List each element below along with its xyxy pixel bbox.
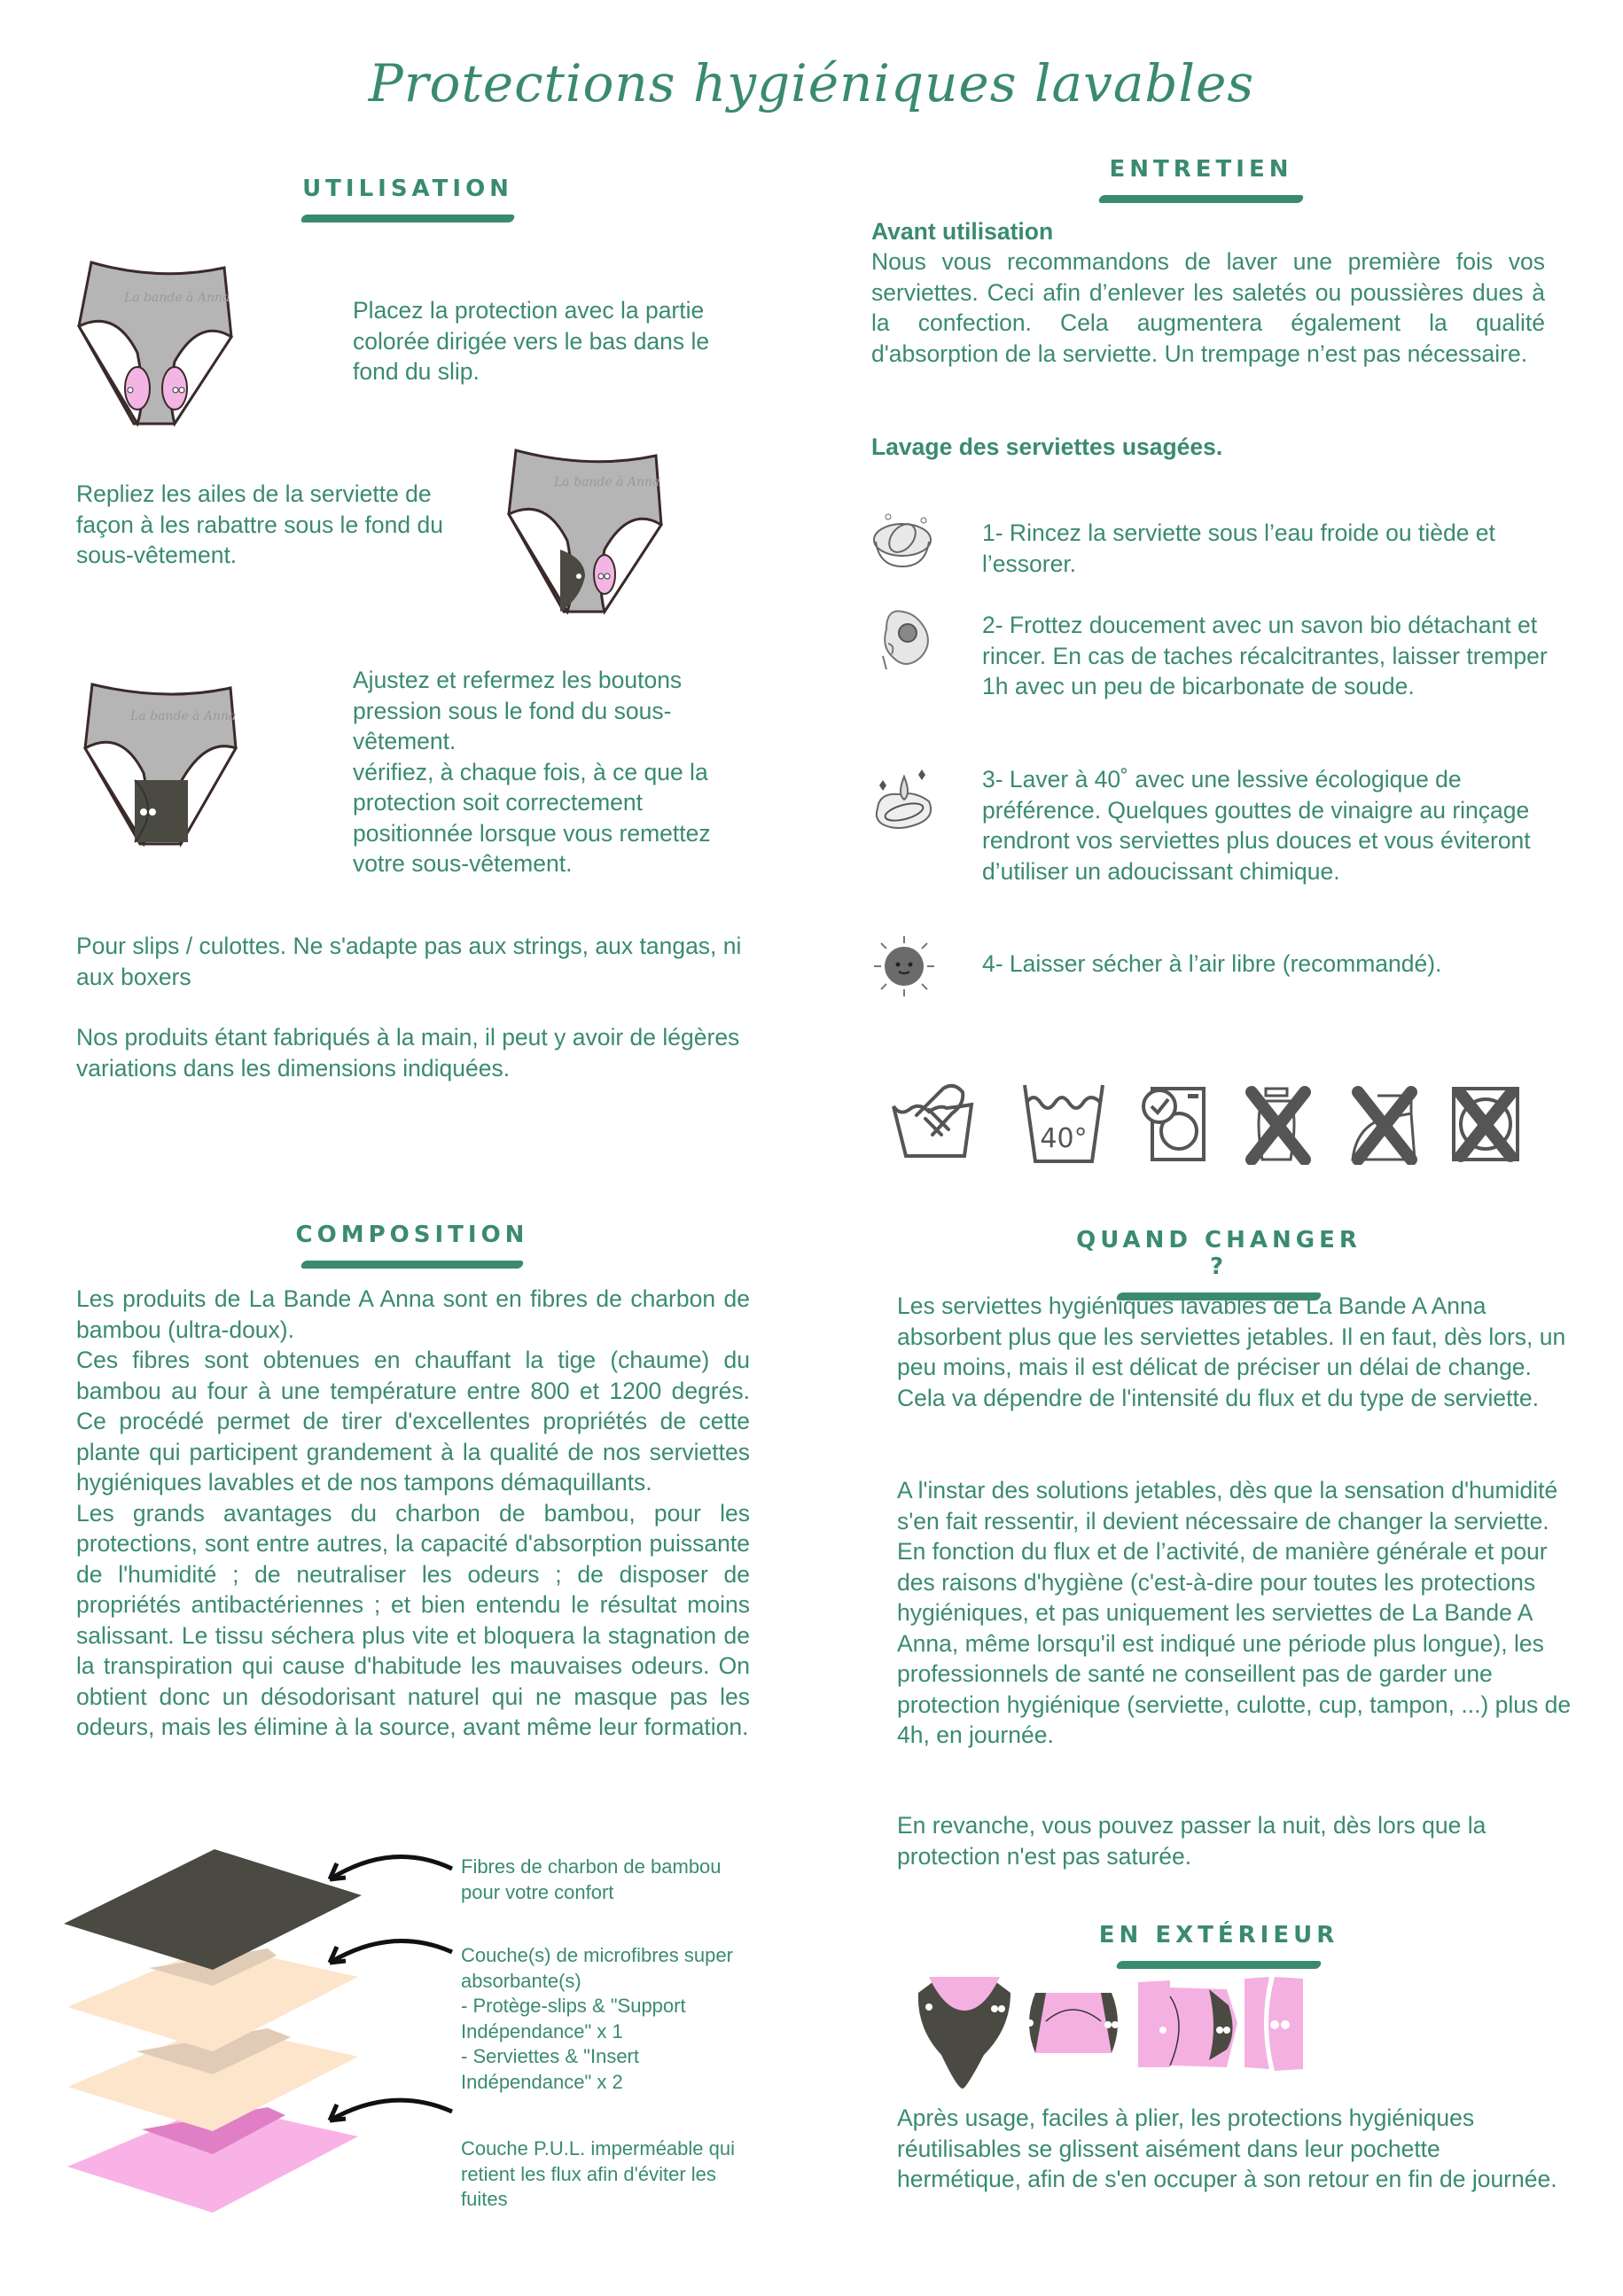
watermark: La bande à Anna [130,709,237,723]
wash-step-1-text: 1- Rincez la serviette sous l’eau froide ou tiède et l’essorer. [982,519,1495,577]
layer-label-pul: Couche P.U.L. imperméable qui retient les flux afin d'éviter les fuites [461,2137,735,2210]
heading-underline [300,215,514,223]
page-title: Protections hygiéniques lavables [368,53,1255,113]
watermark: La bande à Anna [124,291,230,305]
layer-label-bamboo: Fibres de charbon de bambou pour votre confort [461,1855,722,1903]
wash-step-2-text: 2- Frottez doucement avec un savon bio détachant et rincer. En cas de taches récalcitrantes, laisser tremper 1h avec un peu de bicarbonate de soude. [982,612,1548,699]
brief-illustration-step-3 [82,676,241,853]
composition-text: Les produits de La Bande A Anna sont en fibres de charbon de bambou (ultra-doux). Ces fibres sont obtenues en chauffant la tige (chaume) du bambou au four à une température entre 800 et 1200 degrés. Ce procédé permet de tirer d'excellentes propriétés de cette plante qui participent grandement à la qualité de nos serviettes hygiéniques lavables et de nos tampons démaquillants. Les grands avantages du charbon de bambou, pour les protections, sont entre autres, la capacité d'absorption puissante de l'humidité ; de neutraliser les odeurs ; de disposer de propriétés antibactériennes ; et bien entendu le résultat moins salissant. Le tissu séchera plus vite et bloquera la stagnation de la transpiration qui cause d'habitude les mauvaises odeurs. On obtient donc un désodorisant naturel qui ne masque pas les odeurs, mais les élimine à la source, avant même leur formation. [76,1285,750,1740]
pad-fold-step-2 [1019,1989,1126,2057]
heading-underline [300,1261,523,1269]
heading-label: QUAND CHANGER ? [1076,1227,1362,1280]
sparkling-pad-icon [870,764,938,835]
utilisation-note-handmade: Nos produits étant fabriqués à la main, il peut y avoir de légères variations dans les dimensions indiquées. [76,1024,740,1082]
brief-illustration-step-1 [75,255,235,433]
machine-wash-ok-icon [1140,1083,1211,1165]
section-heading-utilisation [293,176,523,223]
wash-40-icon [1019,1080,1108,1168]
arrow-bamboo [330,1857,452,1879]
quand-changer-para-3: En revanche, vous pouvez passer la nuit, dès lors que la protection n'est pas saturée. [897,1812,1486,1870]
heading-label: ENTRETIEN [1109,156,1293,183]
layers-diagram [55,1846,463,2218]
heading-label: EN EXTÉRIEUR [1098,1922,1339,1948]
arrow-pul [330,2100,452,2120]
heading-underline [1098,195,1303,203]
temperature-label: 40° [1040,1123,1088,1154]
arrow-microfibre [330,1941,452,1964]
pad-fold-step-3 [1135,1979,1241,2071]
layer-bamboo-charcoal [64,1849,362,1970]
entretien-avant-title: Avant utilisation [871,218,1054,245]
pad-fold-step-4 [1241,1975,1312,2073]
utilisation-step-1-text: Placez la protection avec la partie colorée dirigée vers le bas dans le fond du slip. [353,297,710,385]
section-heading-quand-changer [1064,1227,1374,1300]
quand-changer-para-2: A l'instar des solutions jetables, dès que la sensation d'humidité s'en fait ressentir, il devient nécessaire de changer la serviette. En fonction du flux et de l’activité, de manière générale et pour des raisons d'hygiène (c'est-à-dire pour toutes les protections hygiéniques, et pas uniquement les serviettes de La Bande A Anna, même lorsqu'il est indiqué une période plus longue), les professionnels de santé ne conseillent pas de garder une protection hygiénique (serviette, culotte, cup, tampon, ...) plus de 4h, en journée. [897,1477,1572,1748]
en-exterieur-text: Après usage, faciles à plier, les protections hygiéniques réutilisables se glissent aisément dans leur pochette hermétique, afin de s'en occuper à son retour en fin de journée. [897,2105,1557,2192]
section-heading-entretien [1090,156,1312,203]
quand-changer-para-1: Les serviettes hygiéniques lavables de La Bande A Anna absorbent plus que les serviettes jetables. Il en faut, dès lors, un peu moins, mais il est délicat de préciser un délai de change. Cela va dépendre de l'intensité du flux et du type de serviette. [897,1292,1566,1411]
no-softener-icon [1243,1083,1315,1165]
heading-label: UTILISATION [302,176,513,202]
entretien-avant-text: Nous vous recommandons de laver une première fois vos serviettes. Ceci afin d’enlever les saletés ou poussières dues à la confection. Cela augmentera également la qualité d'absorption de la serviette. Un trempage n’est pas nécessaire. [871,248,1545,367]
wash-step-4-text: 4- Laisser sécher à l’air libre (recommandé). [982,950,1442,977]
utilisation-note-fit: Pour slips / culottes. Ne s'adapte pas aux strings, aux tangas, ni aux boxers [76,933,742,990]
pad-fold-step-1 [913,1975,1015,2090]
utilisation-step-3-text: Ajustez et refermez les boutons pression sous le fond du sous-vêtement. vérifiez, à chaque fois, à ce que la protection soit correctement positionnée lorsque vous remettez votre sous-vêtement. [353,667,711,877]
smiling-sun-icon [870,931,938,1002]
heading-underline [1116,1961,1321,1969]
rinse-bowl-icon [870,510,934,572]
hand-wash-icon [890,1080,982,1165]
no-iron-icon [1347,1083,1420,1165]
heading-label: COMPOSITION [295,1222,529,1248]
watermark: La bande à Anna [554,475,660,489]
utilisation-step-2-text: Repliez les ailes de la serviette de façon à les rabattre sous le fond du sous-vêtement. [76,480,443,568]
brief-illustration-step-2 [505,443,665,621]
section-heading-en-exterieur [1090,1922,1347,1969]
no-tumble-dry-icon [1450,1083,1521,1165]
wash-step-3-text: 3- Laver à 40˚ avec une lessive écologique de préférence. Quelques gouttes de vinaigre au rinçage rendront vos serviettes plus douces et vous éviteront d’utiliser un adoucissant chimique. [982,766,1531,885]
scrub-soap-icon [878,603,940,674]
entretien-lavage-title: Lavage des serviettes usagées. [871,433,1223,460]
layer-label-microfibre: Couche(s) de microfibres super absorbante(s) - Protège-slips & "Support Indépendance" x 1 - Serviettes & "Insert Indépendance" x 2 [461,1944,733,2093]
section-heading-composition [284,1222,541,1269]
